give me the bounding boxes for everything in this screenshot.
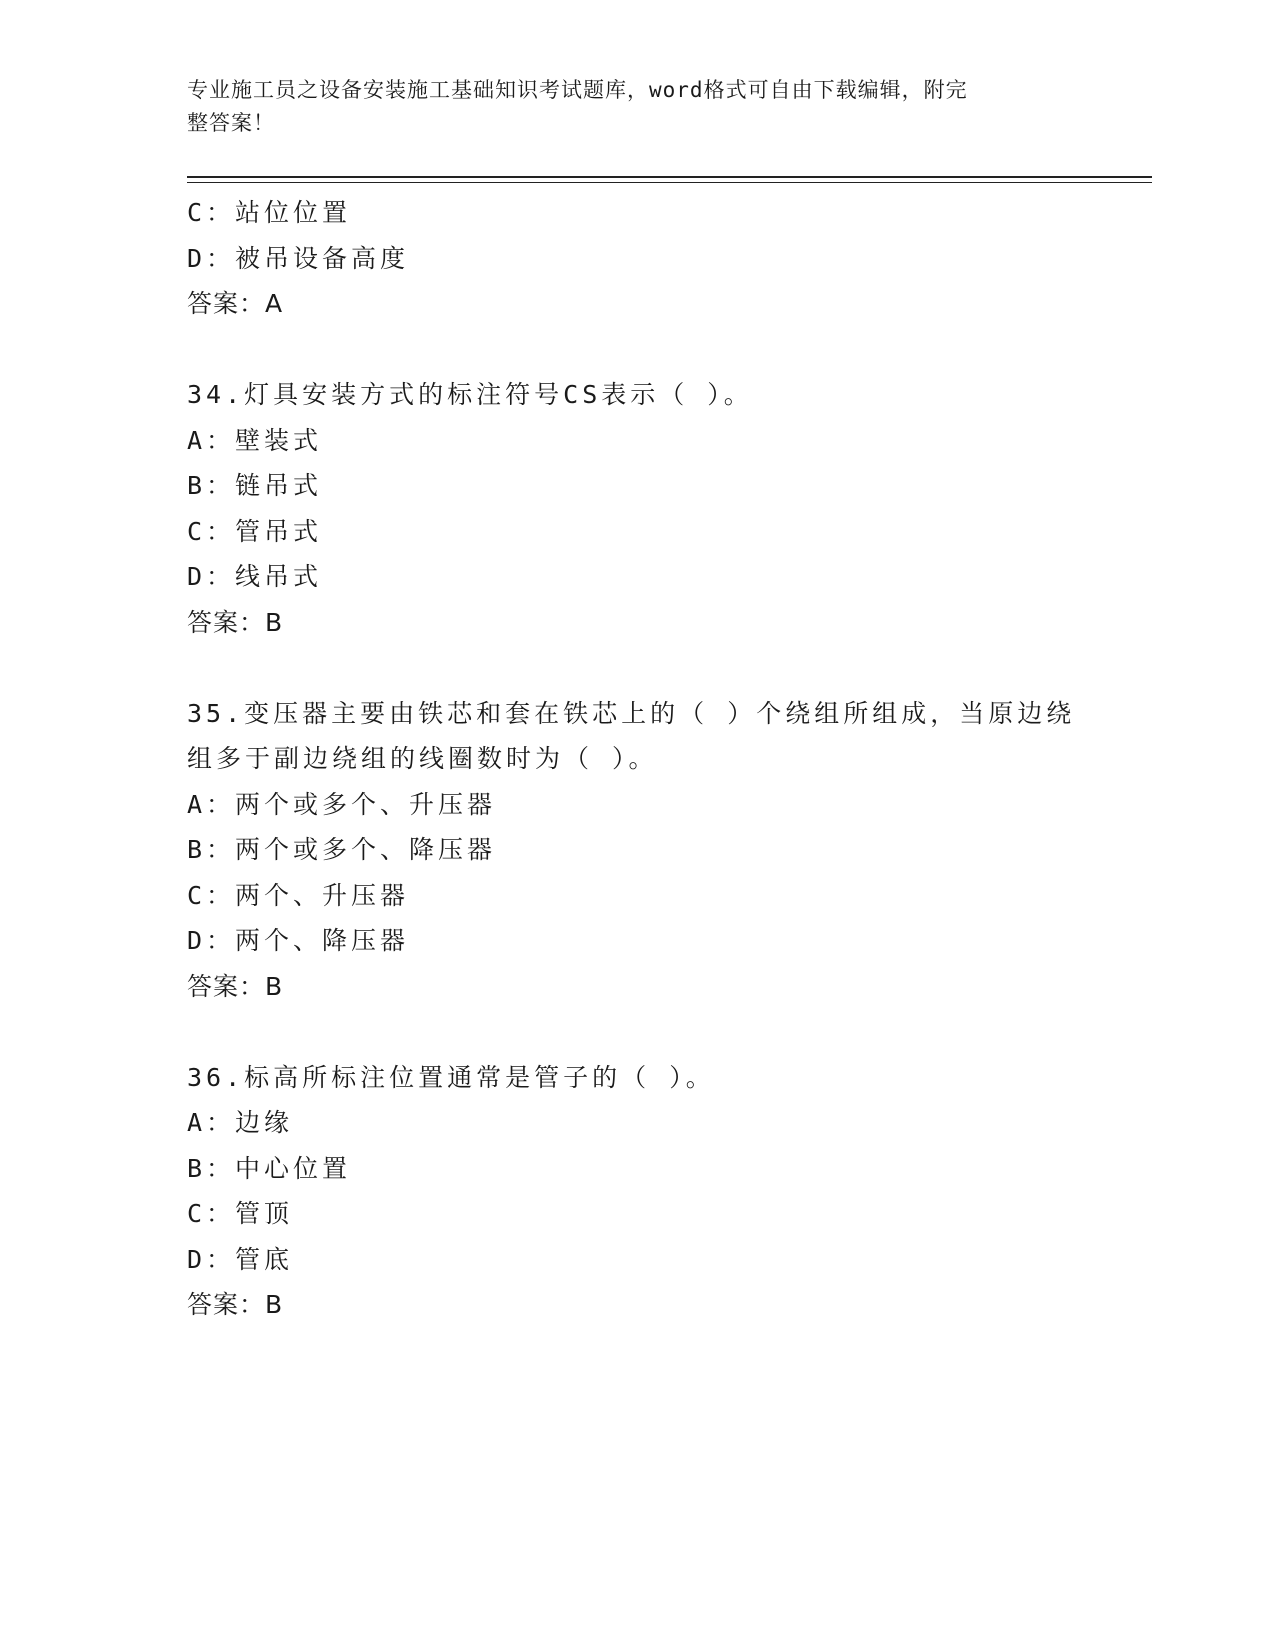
document-header: [187, 74, 1067, 140]
header-divider-thin: [187, 182, 1152, 183]
answer-line: 答案：B: [187, 1290, 284, 1319]
block-spacer: [187, 645, 1067, 691]
option-c: C：站位位置: [187, 198, 352, 227]
question-block: [187, 691, 1076, 1010]
question-text: 35.变压器主要由铁芯和套在铁芯上的（ ）个绕组所组成，当原边绕: [187, 698, 1076, 728]
question-text: 34.灯具安装方式的标注符号CS表示（ ）。: [187, 380, 753, 409]
question-text-continued: 组多于副边绕组的线圈数时为（ ）。: [187, 744, 658, 773]
answer-line: 答案：B: [187, 607, 284, 637]
option-c: C：管吊式: [187, 516, 323, 546]
question-block: [187, 1055, 1067, 1328]
option-a: A：边缘: [187, 1108, 294, 1137]
header-line-2: 整答案！: [187, 111, 275, 135]
header-line-1: 专业施工员之设备安装施工基础知识考试题库，word格式可自由下载编辑，附完: [187, 78, 968, 102]
option-a: A：壁装式: [187, 425, 323, 455]
block-spacer: [187, 327, 1067, 373]
option-a: A：两个或多个、升压器: [187, 789, 497, 819]
option-c: C：管顶: [187, 1199, 294, 1228]
option-d: D：线吊式: [187, 562, 323, 591]
option-d: D：管底: [187, 1244, 294, 1274]
option-d: D：被吊设备高度: [187, 243, 410, 273]
question-list: [187, 190, 1076, 1328]
question-block: [187, 190, 1067, 327]
answer-line: 答案：A: [187, 289, 284, 318]
option-b: B：链吊式: [187, 471, 323, 500]
option-d: D：两个、降压器: [187, 926, 410, 955]
question-block: [187, 372, 1067, 645]
header-divider-thick: [187, 176, 1152, 178]
option-c: C：两个、升压器: [187, 880, 410, 910]
question-text: 36.标高所标注位置通常是管子的（ ）。: [187, 1062, 715, 1092]
option-b: B：两个或多个、降压器: [187, 835, 497, 864]
option-b: B：中心位置: [187, 1153, 352, 1183]
block-spacer: [187, 1009, 1067, 1055]
answer-line: 答案：B: [187, 971, 284, 1001]
